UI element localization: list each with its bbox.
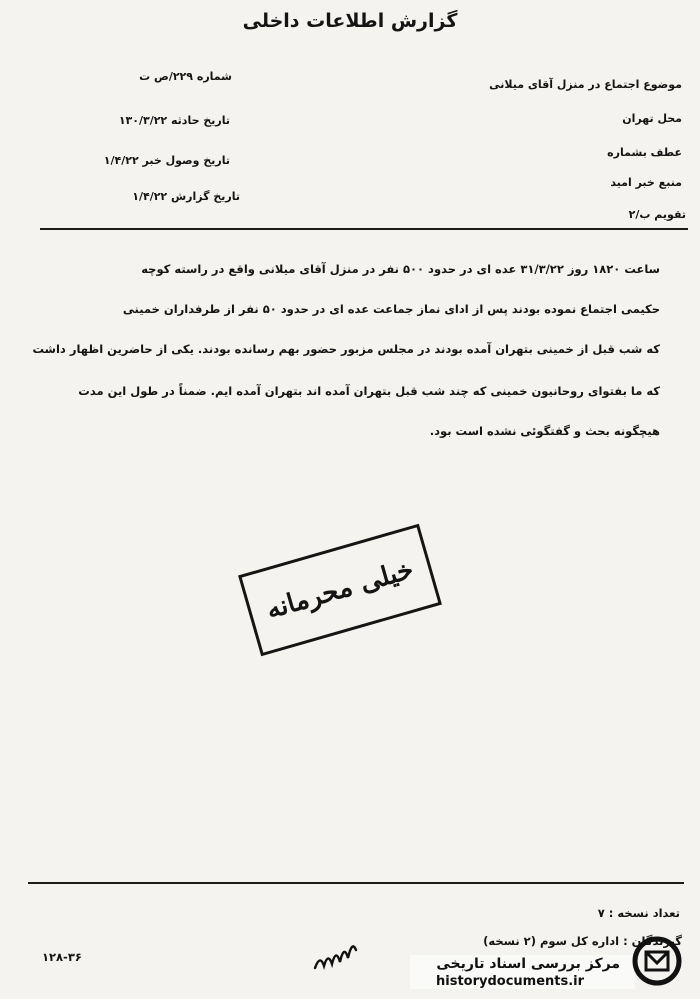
field-evaluation-value: ب/۲ (628, 208, 651, 221)
body-line-2: حکیمی اجتماع نموده بودند پس از ادای نماز جماعت عده ای در حدود ۵۰ نفر از طرفداران خمینی (122, 302, 660, 316)
field-report-date-label: تاریخ گزارش (170, 190, 240, 203)
watermark-url: historydocuments.ir (436, 974, 585, 989)
footer-copies-value: ۷ (597, 906, 605, 920)
field-reference-label: عطف بشماره (607, 146, 682, 159)
field-place-value: تهران (622, 112, 654, 125)
field-source-value: امید (610, 176, 632, 189)
field-report-date (80, 190, 240, 203)
field-number-label: شماره (196, 70, 232, 83)
header-divider (40, 228, 688, 230)
field-report-date-value: ۱/۴/۲۲ (132, 190, 168, 203)
field-incident-date-value: ۱۳۰/۳/۲۲ (118, 114, 168, 127)
field-evaluation (560, 208, 686, 221)
body-line-4: که ما بفتوای روحانیون خمینی که چند شب قبل بتهران آمده اند بتهران آمده ایم. ضمناً در طول این مدت (78, 384, 660, 398)
field-reference (496, 146, 682, 159)
field-number (70, 70, 232, 83)
archive-logo-icon (632, 936, 682, 986)
footer-recipients-label: گیرندگان (631, 934, 682, 948)
field-receipt-date (50, 154, 230, 167)
field-subject (420, 78, 682, 91)
footer-copies-label: تعداد نسخه (617, 906, 680, 920)
body-line-5: هیچگونه بحث و گفتگوئی نشده است بود. (429, 424, 660, 438)
field-place-label: محل (657, 112, 682, 125)
field-evaluation-label: تقویم (654, 208, 686, 221)
field-incident-date-label: تاریخ حادثه (171, 114, 230, 127)
body-line-3: که شب قبل از خمینی بتهران آمده بودند در مجلس مزبور حضور بهم رسانده بودند. یکی از حاضرین اظهار داشت (32, 342, 660, 356)
document-title: گزارش اطلاعات داخلی (242, 10, 458, 32)
field-number-value: ۲۲۹/ص ت (139, 70, 193, 83)
field-place (496, 112, 682, 125)
body-line-1: ساعت ۱۸۲۰ روز ۳۱/۳/۲۲ عده ای در حدود ۵۰۰ نفر در منزل آقای میلانی واقع در راسته کوچه (141, 262, 660, 276)
field-incident-date (50, 114, 230, 127)
field-subject-value: اجتماع در منزل آقای میلانی (489, 78, 640, 91)
field-source-label: منبع خبر (635, 176, 682, 189)
field-receipt-date-label: تاریخ وصول خبر (142, 154, 230, 167)
footer-divider (28, 882, 684, 884)
document-code: ۱۲۸-۳۶ (42, 950, 82, 964)
watermark-name: مرکز بررسی اسناد تاریخی (436, 956, 620, 972)
footer-copies: تعداد نسخه : ۷ (597, 906, 680, 920)
classification-stamp: خیلی محرمانه (238, 524, 442, 657)
footer-recipients: گیرندگان : اداره کل سوم (۲ نسخه) (483, 934, 682, 948)
field-subject-label: موضوع (643, 78, 682, 91)
field-receipt-date-value: ۱/۴/۲۲ (103, 154, 139, 167)
footer-recipients-value: اداره کل سوم (۲ نسخه) (483, 934, 620, 948)
field-source (520, 176, 682, 189)
signature-icon (312, 930, 362, 980)
